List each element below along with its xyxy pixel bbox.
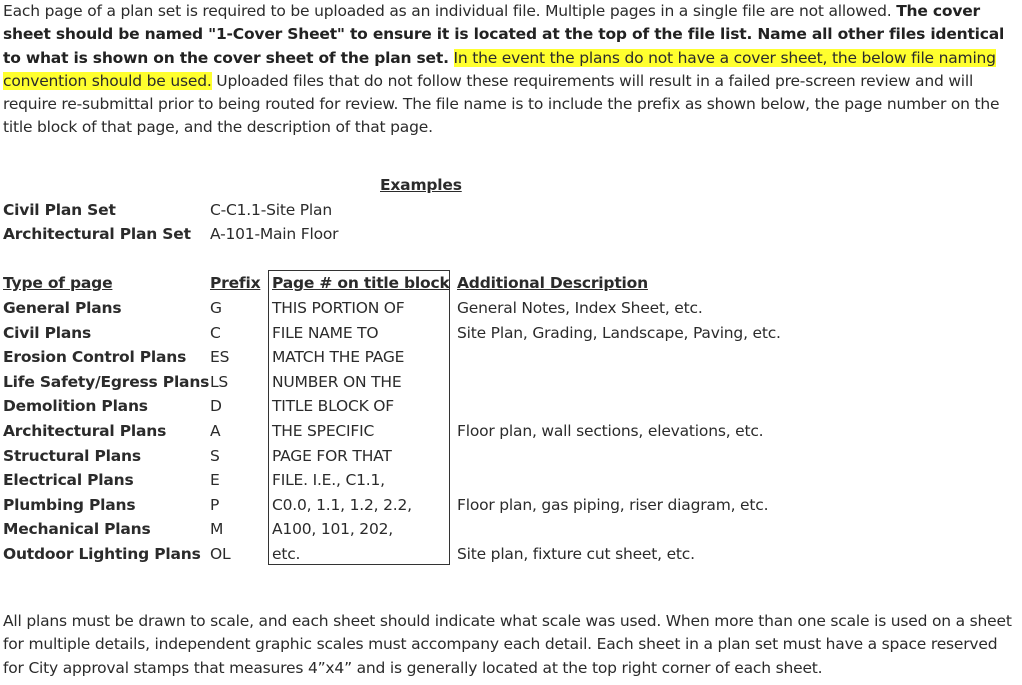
header-type-of-page: Type of page [3,274,113,292]
page-note-line: NUMBER ON THE [272,373,402,391]
page-prefix: C [210,324,221,342]
page-prefix: A [210,422,221,440]
page-note-line: THIS PORTION OF [272,299,405,317]
closing-paragraph: All plans must be drawn to scale, and each sheet should indicate what scale was used. When more than one scale is used on a sheet for multiple details, independent graphic scales must accompany each detail. Each sheet in a plan set must have a space reserved for City approval stamps that measures 4”x4” and is generally located at the top right corner of each sheet. [3,612,1012,677]
page-description: Floor plan, gas piping, riser diagram, etc. [457,496,769,514]
page-prefix: LS [210,373,229,391]
example-value: C-C1.1-Site Plan [210,201,332,219]
table-row [0,296,1022,320]
intro-paragraph [3,0,1019,140]
page-note-line: etc. [272,545,301,563]
page-note-line: FILE NAME TO [272,324,379,342]
table-row [0,493,1022,517]
header-page-number: Page # on title block [272,274,450,292]
page-prefix: OL [210,545,231,563]
cover-sheet-instruction: The cover sheet should be named "1-Cover Sheet" to ensure it is located at the top of the file list. Name all other files identical to what is shown on the cover sheet of the plan set. [3,2,1005,67]
page-prefix: E [210,471,220,489]
page-note-line: THE SPECIFIC [272,422,375,440]
page-type: Structural Plans [3,447,141,465]
page-prefix: ES [210,348,230,366]
intro-sentence-4: Uploaded files that do not follow these requirements will result in a failed pre-screen review and will require re-submittal prior to being routed for review. The file name is to include the prefix as shown below, the page number on the title block of that page, and the description of that page. [3,71,1000,137]
page-type: Erosion Control Plans [3,348,187,366]
page-note-line: MATCH THE PAGE [272,348,405,366]
page-type: Life Safety/Egress Plans [3,373,210,391]
table-row [0,542,1022,566]
header-additional-description: Additional Description [457,274,648,292]
page-type: Demolition Plans [3,397,148,415]
page-type: Plumbing Plans [3,496,136,514]
page-prefix: G [210,299,222,317]
page-description: Floor plan, wall sections, elevations, etc. [457,422,764,440]
page-prefix: P [210,496,220,514]
page-prefix: D [210,397,222,415]
example-label: Civil Plan Set [3,201,116,219]
page-type: Mechanical Plans [3,520,151,538]
page-type: Electrical Plans [3,471,134,489]
table-row [0,517,1022,541]
page-prefix: S [210,447,220,465]
page-prefix: M [210,520,224,538]
example-value: A-101-Main Floor [210,225,339,243]
page-type: Civil Plans [3,324,92,342]
header-prefix: Prefix [210,274,261,292]
example-label: Architectural Plan Set [3,225,191,243]
page-type: General Plans [3,299,122,317]
table-row [0,394,1022,418]
intro-sentence-1: Each page of a plan set is required to be uploaded as an individual file. Multiple pages in a single file are not allowed. [3,2,892,20]
page-note-line: TITLE BLOCK OF [272,397,395,415]
highlighted-naming-note: In the event the plans do not have a cover sheet, the below file naming convention should be used. [3,48,996,90]
page-description: Site Plan, Grading, Landscape, Paving, etc. [457,324,781,342]
page-type: Outdoor Lighting Plans [3,545,201,563]
table-row [0,419,1022,443]
page-description: General Notes, Index Sheet, etc. [457,299,703,317]
page-type: Architectural Plans [3,422,167,440]
table-row [0,468,1022,492]
page-note-line: PAGE FOR THAT [272,447,392,465]
page-note-line: FILE. I.E., C1.1, [272,471,385,489]
page-note-line: C0.0, 1.1, 1.2, 2.2, [272,496,412,514]
examples-heading: Examples [380,176,462,194]
table-row [0,321,1022,345]
page-description: Site plan, fixture cut sheet, etc. [457,545,695,563]
table-row [0,370,1022,394]
page-note-line: A100, 101, 202, [272,520,393,538]
table-row [0,444,1022,468]
table-row [0,345,1022,369]
